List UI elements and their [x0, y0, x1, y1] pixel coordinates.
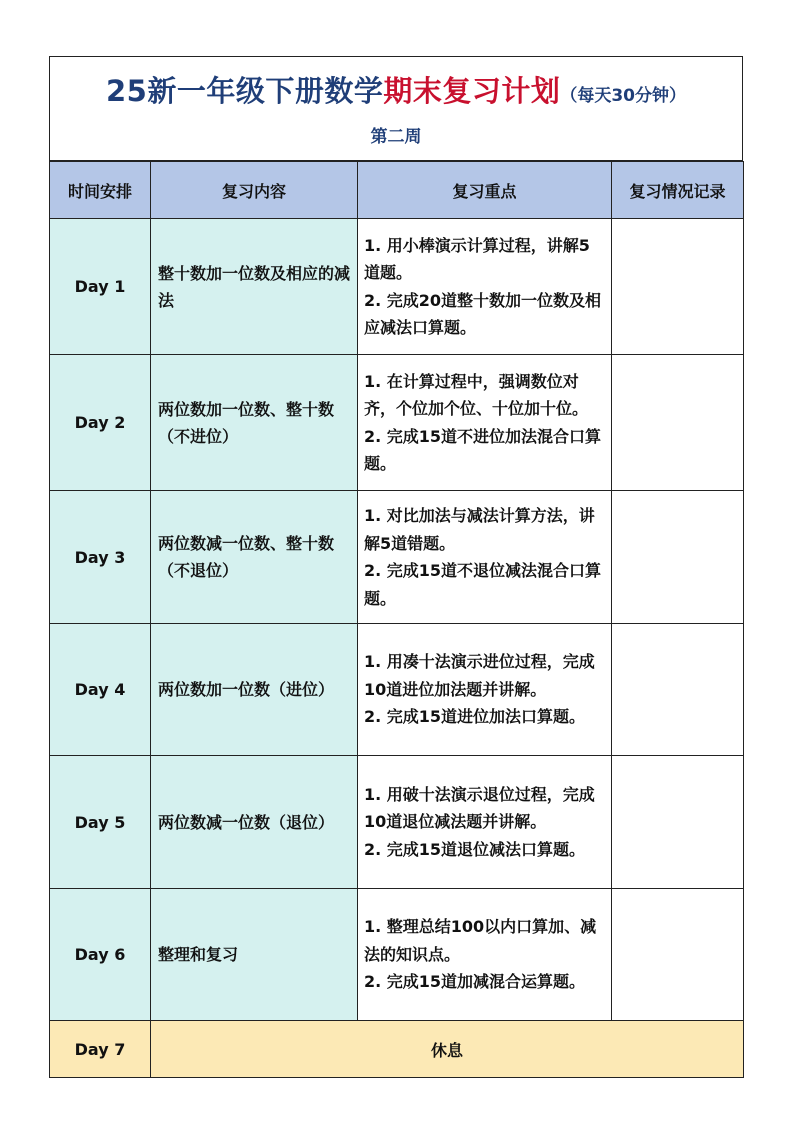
header-row: [50, 162, 744, 219]
focus-item: 2. 完成15道退位减法口算题。: [364, 839, 586, 859]
table-row: [50, 624, 744, 756]
title-red-part: 期末复习计划: [383, 74, 561, 108]
focus-item: 1. 整理总结100以内口算加、减法的知识点。: [364, 917, 597, 964]
focus-cell: [358, 889, 612, 1021]
rest-label: 休息: [151, 1021, 744, 1078]
content-cell: 两位数减一位数、整十数（不退位）: [151, 491, 358, 624]
day-cell: Day 5: [50, 756, 151, 889]
title-note: （每天30分钟）: [560, 86, 687, 106]
content-cell: 整十数加一位数及相应的减法: [151, 219, 358, 355]
title-blue-part: 25新一年级下册数学: [105, 74, 384, 108]
day-cell: Day 6: [50, 889, 151, 1021]
table-row: [50, 491, 744, 624]
focus-item: 2. 完成15道不进位加法混合口算题。: [364, 426, 602, 473]
focus-item: 1. 对比加法与减法计算方法，讲解5道错题。: [364, 506, 595, 553]
table-row: [50, 219, 744, 355]
focus-cell: [358, 491, 612, 624]
focus-cell: [358, 219, 612, 355]
focus-item: 2. 完成15道进位加法口算题。: [364, 707, 586, 727]
focus-item: 2. 完成20道整十数加一位数及相应减法口算题。: [364, 290, 602, 337]
record-cell[interactable]: [612, 889, 744, 1021]
rest-row: [50, 1021, 744, 1078]
table-row: [50, 756, 744, 889]
plan-table: [49, 161, 744, 1078]
page-title: [50, 57, 742, 110]
focus-cell: [358, 756, 612, 889]
day-cell: Day 7: [50, 1021, 151, 1078]
focus-cell: [358, 355, 612, 491]
header-content: 复习内容: [151, 162, 358, 219]
focus-item: 2. 完成15道加减混合运算题。: [364, 972, 586, 992]
record-cell[interactable]: [612, 624, 744, 756]
review-plan-sheet: [49, 56, 743, 1076]
table-row: [50, 355, 744, 491]
focus-item: 1. 用小棒演示计算过程，讲解5道题。: [364, 235, 590, 282]
week-subtitle: 第二周: [370, 127, 422, 147]
header-time: 时间安排: [50, 162, 151, 219]
table-row: [50, 889, 744, 1021]
focus-item: 1. 在计算过程中，强调数位对齐，个位加个位、十位加十位。: [364, 371, 589, 418]
header-focus: 复习重点: [358, 162, 612, 219]
focus-item: 1. 用凑十法演示进位过程，完成10道进位加法题并讲解。: [364, 652, 595, 699]
record-cell[interactable]: [612, 355, 744, 491]
record-cell[interactable]: [612, 491, 744, 624]
content-cell: 两位数加一位数、整十数（不进位）: [151, 355, 358, 491]
day-cell: Day 2: [50, 355, 151, 491]
record-cell[interactable]: [612, 219, 744, 355]
content-cell: 两位数减一位数（退位）: [151, 756, 358, 889]
day-cell: Day 4: [50, 624, 151, 756]
focus-item: 1. 用破十法演示退位过程，完成10道退位减法题并讲解。: [364, 784, 595, 832]
day-cell: Day 3: [50, 491, 151, 624]
content-cell: 整理和复习: [151, 889, 358, 1021]
record-cell[interactable]: [612, 756, 744, 889]
header-record: 复习情况记录: [612, 162, 744, 219]
focus-cell: [358, 624, 612, 756]
title-block: [50, 57, 742, 161]
focus-item: 2. 完成15道不退位减法混合口算题。: [364, 561, 602, 608]
content-cell: 两位数加一位数（进位）: [151, 624, 358, 756]
day-cell: Day 1: [50, 219, 151, 355]
